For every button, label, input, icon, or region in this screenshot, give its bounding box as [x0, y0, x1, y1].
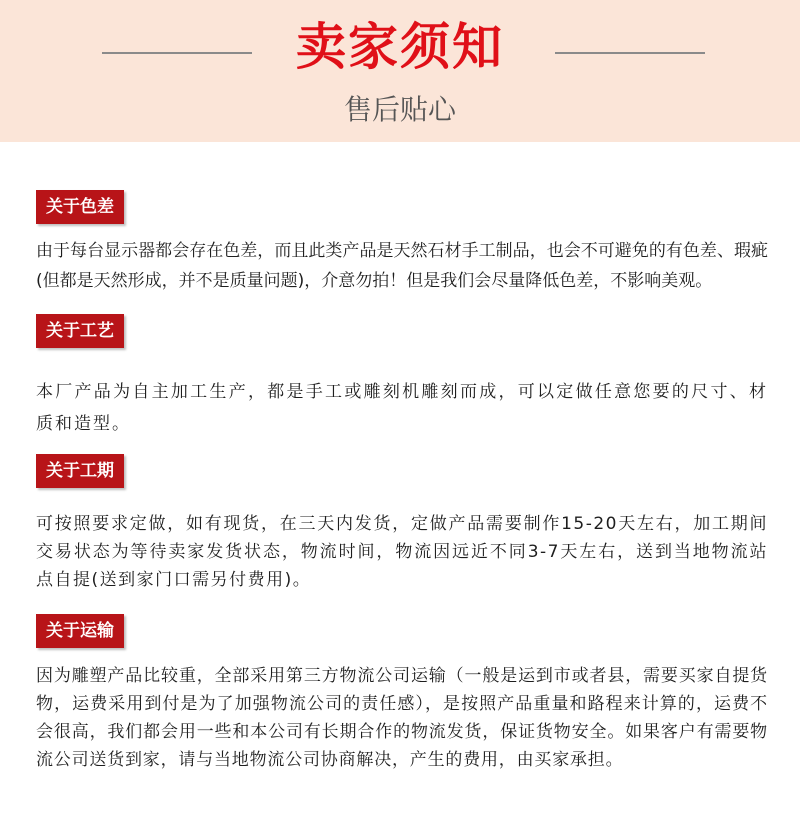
section-label-lead-time: 关于工期 — [36, 454, 124, 488]
section-label-color-difference: 关于色差 — [36, 190, 124, 224]
section-label-craft: 关于工艺 — [36, 314, 124, 348]
header-banner — [0, 0, 800, 142]
section-text-craft: 本厂产品为自主加工生产，都是手工或雕刻机雕刻而成，可以定做任意您要的尺寸、材质和造型。 — [36, 382, 768, 434]
page-title: 卖家须知 — [296, 18, 504, 76]
page-subtitle: 售后贴心 — [343, 93, 456, 126]
section-text-color-difference: 由于每台显示器都会存在色差，而且此类产品是天然石材手工制品，也会不可避免的有色差、瑕疵(但都是天然形成，并不是质量问题)，介意勿拍！但是我们会尽量降低色差，不影响美观。 — [36, 241, 768, 291]
section-text-lead-time: 可按照要求定做，如有现货，在三天内发货，定做产品需要制作15-20天左右，加工期间交易状态为等待卖家发货状态，物流时间，物流因远近不同3-7天左右，送到当地物流站点自提(送到家门口需另付费用)。 — [36, 514, 768, 590]
section-label-shipping: 关于运输 — [36, 614, 124, 648]
section-text-shipping: 因为雕塑产品比较重，全部采用第三方物流公司运输（一般是运到市或者县，需要买家自提货物，运费采用到付是为了加强物流公司的责任感），是按照产品重量和路程来计算的，运费不会很高，我们都会用一些和本公司有长期合作的物流发货，保证货物安全。如果客户有需要物流公司送货到家，请与当地物流公司协商解决，产生的费用，由买家承担。 — [36, 666, 768, 770]
